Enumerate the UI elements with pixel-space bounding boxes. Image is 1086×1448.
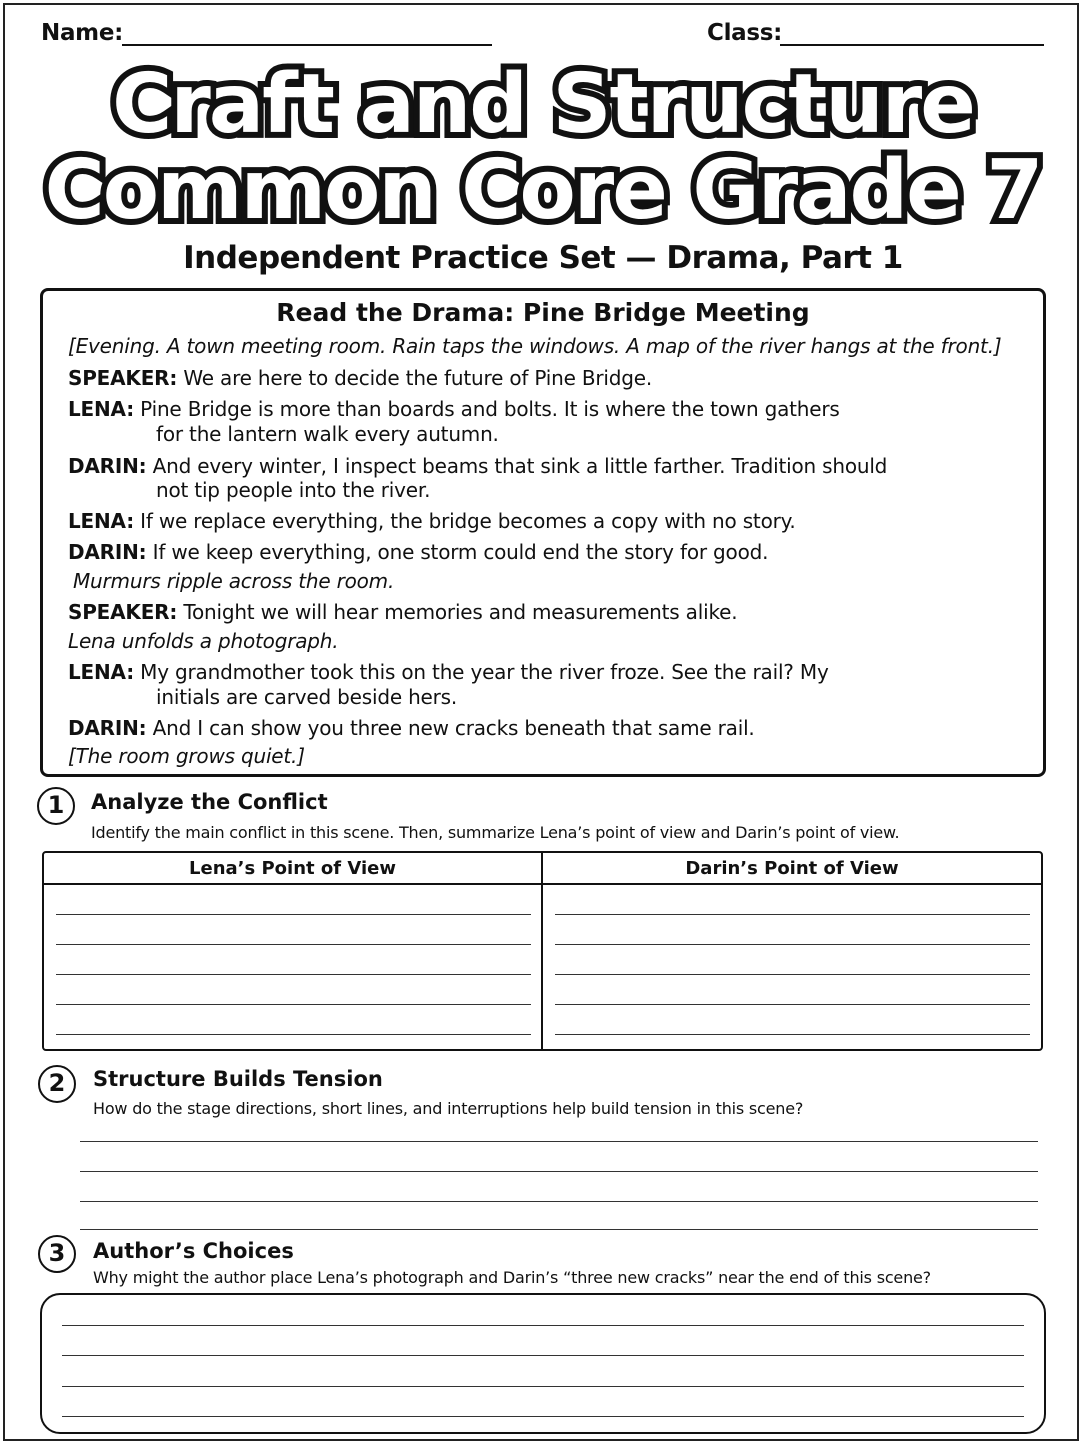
stage-direction: Murmurs ripple across the room. (73, 569, 395, 593)
lena-answer-line[interactable] (56, 914, 531, 915)
darin-answer-line[interactable] (555, 974, 1030, 975)
script-line (68, 397, 840, 421)
stage-direction: [The room grows quiet.] (68, 744, 305, 768)
question-1-title: Analyze the Conflict (91, 790, 328, 814)
question-2-answer-line[interactable] (80, 1201, 1038, 1202)
dialogue-continuation: initials are carved beside hers. (156, 685, 458, 709)
darin-answer-line[interactable] (555, 944, 1030, 945)
speaker-name: DARIN: (68, 540, 147, 564)
dialogue-continuation: for the lantern walk every autumn. (156, 422, 499, 446)
table-column-divider (541, 851, 543, 1051)
question-2-answer-line[interactable] (80, 1141, 1038, 1142)
question-3-title: Author’s Choices (93, 1239, 294, 1263)
question-3-answer-line[interactable] (62, 1325, 1024, 1326)
darin-answer-line[interactable] (555, 1034, 1030, 1035)
table-header-divider (44, 883, 1041, 885)
dialogue-text: If we replace everything, the bridge becomes a copy with no story. (140, 509, 796, 533)
speaker-name: LENA: (68, 660, 134, 684)
worksheet-title-line2: Common Core Grade 7 (44, 143, 1042, 238)
dialogue-text: And every winter, I inspect beams that sink a little farther. Tradition should (152, 454, 888, 478)
script-line (68, 660, 829, 684)
worksheet-subtitle: Independent Practice Set — Drama, Part 1 (183, 240, 903, 276)
dialogue-continuation: not tip people into the river. (156, 478, 431, 502)
speaker-name: SPEAKER: (68, 600, 178, 624)
script-line (68, 600, 737, 624)
script-line (68, 716, 755, 740)
script-line (68, 540, 768, 564)
script-line (68, 366, 652, 390)
question-2-answer-line[interactable] (80, 1171, 1038, 1172)
dialogue-text: Tonight we will hear memories and measurements alike. (183, 600, 738, 624)
lena-answer-line[interactable] (56, 1034, 531, 1035)
question-3-answer-line[interactable] (62, 1386, 1024, 1387)
question-2-answer-line[interactable] (80, 1229, 1038, 1230)
darin-pov-header: Darin’s Point of View (685, 858, 899, 879)
lena-answer-line[interactable] (56, 1004, 531, 1005)
question-1-number-badge: 1 (37, 787, 75, 825)
question-2-prompt: How do the stage directions, short lines, and interruptions help build tension in this scene? (93, 1099, 804, 1118)
lena-answer-line[interactable] (56, 944, 531, 945)
script-line (68, 454, 887, 478)
darin-answer-line[interactable] (555, 1004, 1030, 1005)
class-label: Class: (707, 20, 783, 46)
name-field[interactable] (122, 44, 492, 46)
speaker-name: DARIN: (68, 454, 147, 478)
dialogue-text: If we keep everything, one storm could end the story for good. (152, 540, 769, 564)
question-3-answer-line[interactable] (62, 1416, 1024, 1417)
drama-heading: Read the Drama: Pine Bridge Meeting (276, 298, 810, 327)
speaker-name: LENA: (68, 397, 134, 421)
question-3-number-badge: 3 (38, 1235, 76, 1273)
speaker-name: DARIN: (68, 716, 147, 740)
class-field[interactable] (780, 44, 1044, 46)
question-3-prompt: Why might the author place Lena’s photograph and Darin’s “three new cracks” near the end of this scene? (93, 1268, 931, 1287)
dialogue-text: We are here to decide the future of Pine Bridge. (183, 366, 653, 390)
question-1-prompt: Identify the main conflict in this scene. Then, summarize Lena’s point of view and Darin’s point of view. (91, 823, 900, 842)
question-2-number-badge: 2 (38, 1065, 76, 1103)
question-3-answer-line[interactable] (62, 1355, 1024, 1356)
stage-direction: [Evening. A town meeting room. Rain taps the windows. A map of the river hangs at the front.] (68, 334, 1002, 358)
lena-pov-header: Lena’s Point of View (189, 858, 396, 879)
speaker-name: SPEAKER: (68, 366, 178, 390)
worksheet-title-line1: Craft and Structure (112, 57, 974, 152)
question-3-answer-box (40, 1293, 1046, 1434)
speaker-name: LENA: (68, 509, 134, 533)
dialogue-text: And I can show you three new cracks beneath that same rail. (152, 716, 755, 740)
dialogue-text: Pine Bridge is more than boards and bolts. It is where the town gathers (140, 397, 840, 421)
stage-direction: Lena unfolds a photograph. (68, 629, 339, 653)
lena-answer-line[interactable] (56, 974, 531, 975)
name-label: Name: (41, 20, 124, 46)
darin-answer-line[interactable] (555, 914, 1030, 915)
script-line (68, 509, 796, 533)
question-2-title: Structure Builds Tension (93, 1067, 383, 1091)
dialogue-text: My grandmother took this on the year the river froze. See the rail? My (140, 660, 829, 684)
